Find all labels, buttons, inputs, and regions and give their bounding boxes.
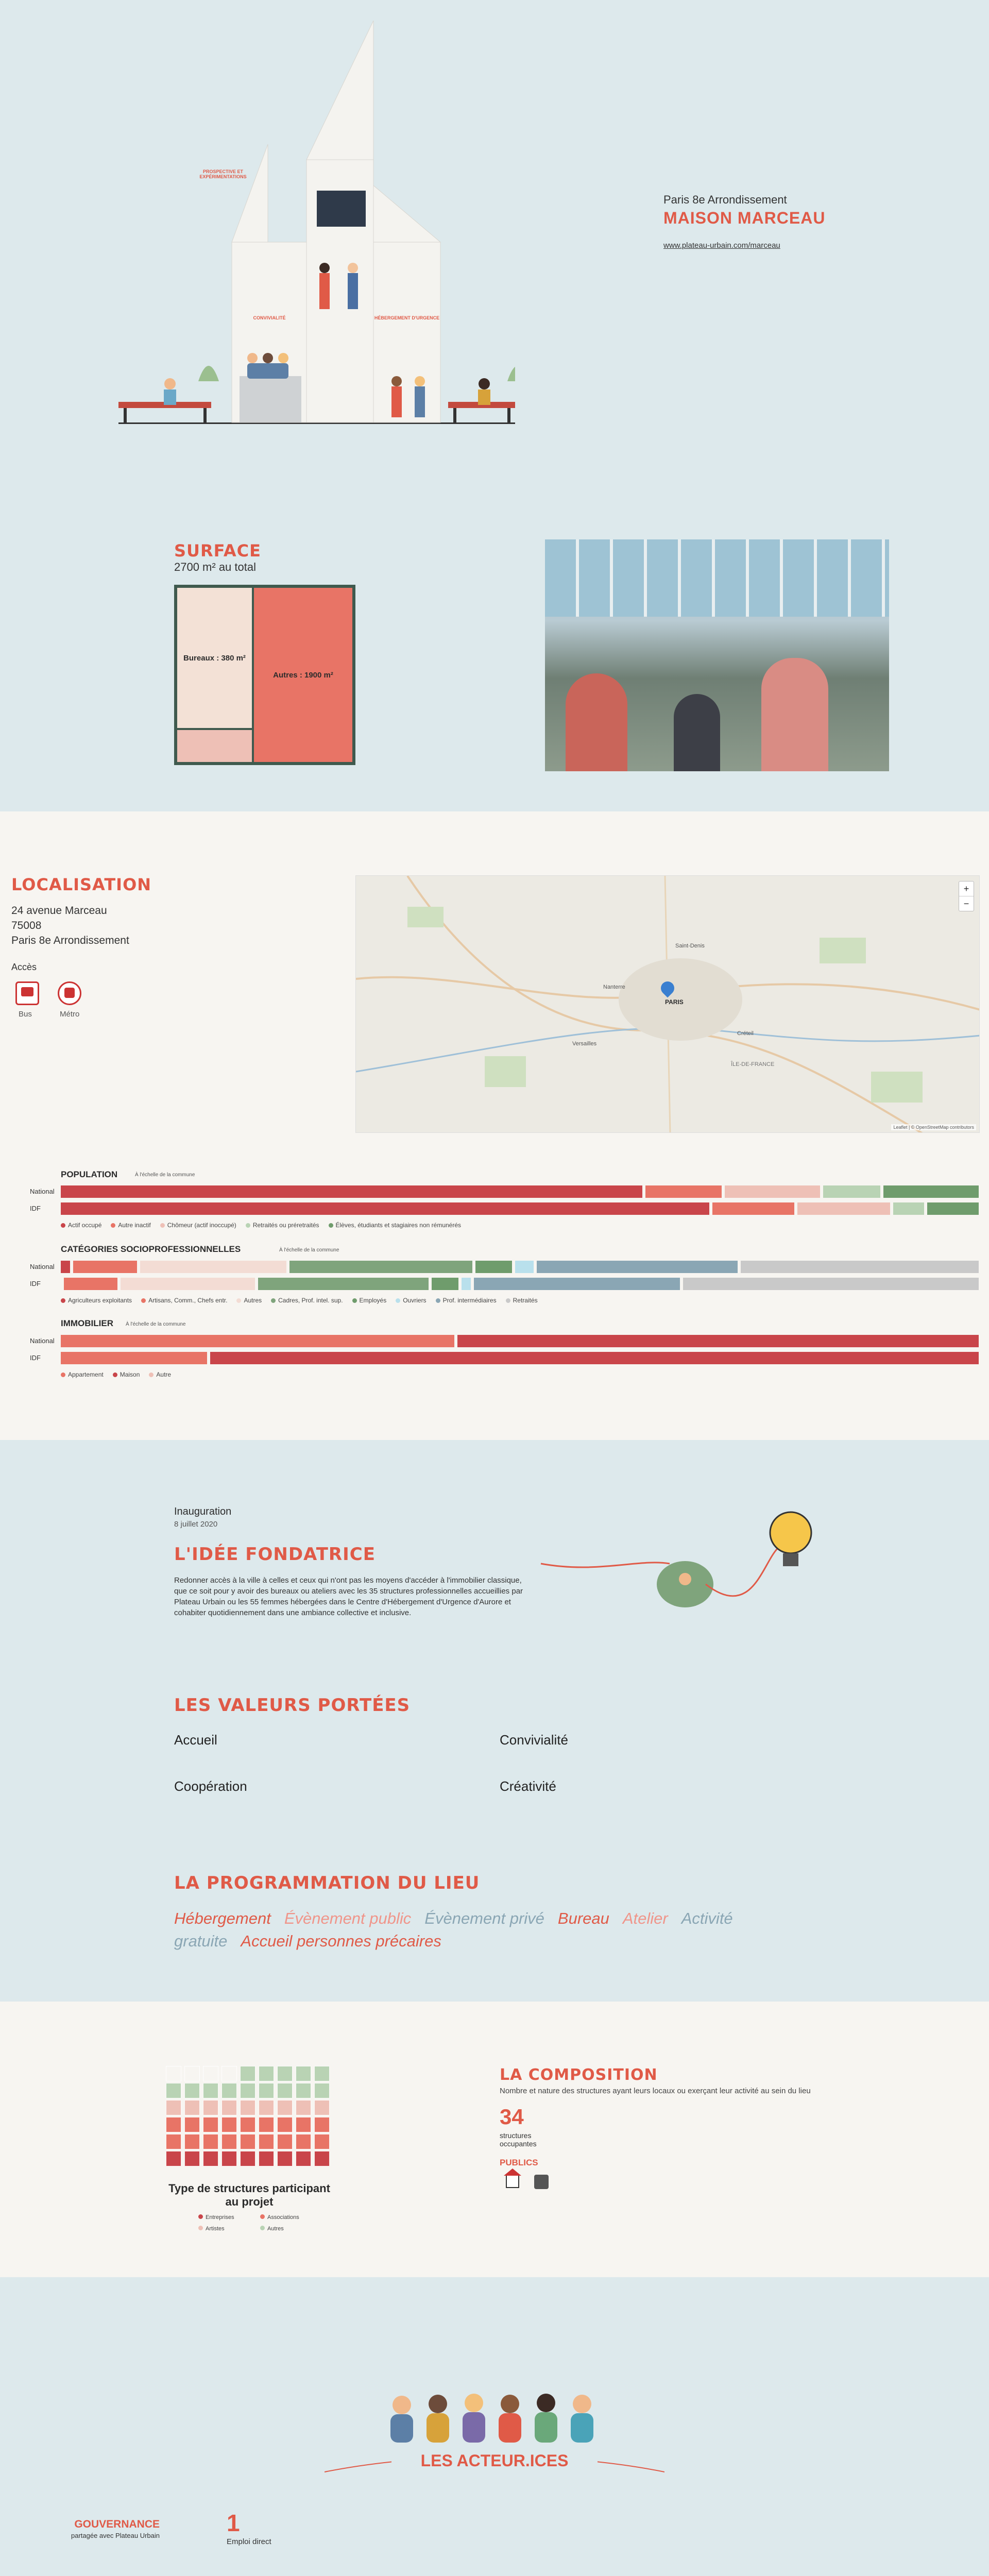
waffle-cell xyxy=(166,2134,181,2149)
immobilier-row-label-2: IDF xyxy=(30,1354,41,1362)
waffle-cell xyxy=(166,2151,181,2166)
csp-segment xyxy=(121,1278,255,1290)
waffle-cell xyxy=(259,2117,274,2132)
emploi-label: Emploi direct xyxy=(227,2537,271,2546)
pop-segment xyxy=(893,1202,924,1215)
pop-legend-item: Élèves, étudiants et stagiaires non rémunérés xyxy=(329,1222,461,1229)
csp-segment xyxy=(64,1278,117,1290)
sign-convivialite: CONVIVIALITÉ xyxy=(253,315,286,320)
imm-legend-item: Appartement xyxy=(61,1371,104,1378)
imm-segment xyxy=(457,1335,979,1347)
metro-label: Métro xyxy=(60,1010,80,1019)
programmation-item: Évènement privé xyxy=(424,1909,544,1927)
waffle-cell xyxy=(240,2100,255,2115)
surface-section xyxy=(0,459,989,811)
population-row-label-1: National xyxy=(30,1188,55,1195)
pop-segment xyxy=(712,1202,795,1215)
csp-legend-item: Autres xyxy=(236,1297,262,1304)
csp-sub: À l'échelle de la commune xyxy=(279,1247,339,1253)
waffle-cell xyxy=(240,2066,255,2081)
csp-segment xyxy=(462,1278,470,1290)
waffle-cell xyxy=(221,2151,237,2166)
valeurs-title: LES VALEURS PORTÉES xyxy=(174,1695,411,1716)
programmation-item: Évènement public xyxy=(284,1909,412,1927)
population-legend xyxy=(61,1222,461,1229)
map-label-saint-denis: Saint-Denis xyxy=(675,943,705,949)
waffle-cell xyxy=(277,2117,293,2132)
pop-segment xyxy=(927,1202,979,1215)
idee-title: L'IDÉE FONDATRICE xyxy=(174,1544,376,1565)
waffle-cell xyxy=(314,2066,330,2081)
population-row-label-2: IDF xyxy=(30,1205,41,1212)
waffle-cell xyxy=(259,2066,274,2081)
csp-segment xyxy=(515,1261,534,1273)
building-illustration xyxy=(118,21,515,433)
district-label: Paris 8e Arrondissement xyxy=(663,193,787,206)
waffle-cell xyxy=(221,2066,237,2081)
composition-waffle xyxy=(166,2066,332,2169)
waffle-cell xyxy=(259,2083,274,2098)
waffle-cell xyxy=(240,2151,255,2166)
immobilier-title: IMMOBILIER xyxy=(61,1318,113,1328)
house-icon xyxy=(506,2176,519,2188)
inauguration-date: 8 juillet 2020 xyxy=(174,1520,218,1529)
csp-segment xyxy=(475,1261,512,1273)
csp-legend-item: Retraités xyxy=(506,1297,538,1304)
surface-autres: Autres : 1900 m² xyxy=(254,588,352,762)
waffle-cell xyxy=(240,2117,255,2132)
surface-bureaux: Bureaux : 380 m² xyxy=(177,588,252,728)
programmation-item: Activité gratuite xyxy=(174,1909,733,1950)
waffle-cell xyxy=(203,2083,218,2098)
waffle-cell xyxy=(277,2100,293,2115)
csp-segment xyxy=(140,1261,286,1273)
surface-plan xyxy=(174,585,355,765)
pop-segment xyxy=(61,1185,642,1198)
pop-legend-item: Retraités ou préretraités xyxy=(246,1222,319,1229)
waffle-cell xyxy=(296,2100,311,2115)
page-title: MAISON MARCEAU xyxy=(663,209,826,227)
waffle-cell xyxy=(277,2083,293,2098)
address-line-1: 24 avenue Marceau xyxy=(11,905,107,917)
localisation-section xyxy=(0,811,989,1440)
waffle-cell xyxy=(314,2151,330,2166)
waffle-cell xyxy=(221,2083,237,2098)
legend-artistes: Artistes xyxy=(198,2226,260,2232)
map-label-versailles: Versailles xyxy=(572,1041,597,1047)
localisation-title: LOCALISATION xyxy=(11,875,152,894)
waffle-cell xyxy=(240,2134,255,2149)
imm-legend-item: Maison xyxy=(113,1371,140,1378)
waffle-cell xyxy=(277,2151,293,2166)
csp-title: CATÉGORIES SOCIOPROFESSIONNELLES xyxy=(61,1244,241,1254)
programmation-item: Accueil personnes précaires xyxy=(241,1932,441,1950)
waffle-cell xyxy=(277,2134,293,2149)
programmation-item: Hébergement xyxy=(174,1909,271,1927)
csp-segment xyxy=(289,1261,472,1273)
waffle-cell xyxy=(203,2134,218,2149)
waffle-cell xyxy=(203,2151,218,2166)
pop-segment xyxy=(725,1185,820,1198)
csp-segment xyxy=(432,1278,458,1290)
acces-label: Accès xyxy=(11,962,37,972)
csp-row-label-2: IDF xyxy=(30,1280,41,1287)
legend-autres: Autres xyxy=(260,2226,322,2232)
composition-section xyxy=(0,2002,989,2277)
surface-other-block xyxy=(177,730,252,762)
surface-title: SURFACE xyxy=(174,541,261,561)
csp-segment xyxy=(741,1261,979,1273)
map-attribution[interactable]: Leaflet | © OpenStreetMap contributors xyxy=(891,1124,976,1130)
valeur-cooperation: Coopération xyxy=(174,1778,247,1794)
map[interactable] xyxy=(355,875,980,1133)
waffle-cell xyxy=(166,2066,181,2081)
structures-count-label: structures occupantes xyxy=(500,2131,537,2148)
programmation-list xyxy=(174,1907,751,1953)
pop-legend-item: Chômeur (actif inoccupé) xyxy=(160,1222,236,1229)
pop-segment xyxy=(645,1185,722,1198)
immobilier-legend xyxy=(61,1371,171,1378)
waffle-cell xyxy=(203,2066,218,2081)
sign-hebergement: HÉBERGEMENT D'URGENCE xyxy=(374,315,440,320)
bus-icon xyxy=(15,981,39,1005)
waffle-cell xyxy=(203,2100,218,2115)
surface-total: 2700 m² au total xyxy=(174,561,256,573)
building-icon xyxy=(534,2175,549,2189)
waffle-cell xyxy=(277,2066,293,2081)
imm-segment xyxy=(61,1335,454,1347)
idee-text: Redonner accès à la ville à celles et ceux qui n'ont pas les moyens d'accéder à l'immobilier classique, que ce soit pour y avoir des bureaux ou ateliers avec les 35 structures professionnelles accueillies par Plateau Urbain ou les 55 femmes hébergées dans le Centre d'Hébergement d'Urgence d'Aurore et cohabiter quotidiennement dans une ambiance collective et inclusive. xyxy=(174,1576,523,1617)
csp-segment xyxy=(683,1278,979,1290)
programmation-item: Atelier xyxy=(622,1909,668,1927)
zoom-in-button[interactable]: + xyxy=(963,884,969,894)
site-photo xyxy=(545,539,889,771)
population-bar-national xyxy=(61,1185,979,1198)
programmation-title: LA PROGRAMMATION DU LIEU xyxy=(174,1873,480,1893)
csp-legend-item: Ouvriers xyxy=(396,1297,426,1304)
waffle-cell xyxy=(296,2066,311,2081)
imm-segment xyxy=(61,1352,207,1364)
csp-legend xyxy=(61,1297,538,1304)
acteurs-title: LES ACTEUR.ICES xyxy=(391,2451,598,2470)
waffle-cell xyxy=(296,2117,311,2132)
csp-legend-item: Agriculteurs exploitants xyxy=(61,1297,132,1304)
csp-bar-national xyxy=(61,1261,979,1273)
waffle-cell xyxy=(166,2117,181,2132)
waffle-cell xyxy=(184,2117,200,2132)
hero-section xyxy=(0,0,989,459)
waffle-cell xyxy=(166,2083,181,2098)
valeur-accueil: Accueil xyxy=(174,1732,217,1748)
pop-segment xyxy=(797,1202,890,1215)
waffle-cell xyxy=(184,2066,200,2081)
publics-label: PUBLICS xyxy=(500,2158,538,2167)
population-title: POPULATION xyxy=(61,1170,118,1179)
composition-desc: Nombre et nature des structures ayant leurs locaux ou exerçant leur activité au sein du lieu xyxy=(500,2087,811,2095)
zoom-out-button[interactable]: − xyxy=(959,896,974,911)
waffle-cell xyxy=(296,2134,311,2149)
bus-label: Bus xyxy=(19,1010,32,1019)
map-zoom-control xyxy=(959,881,974,911)
waffle-cell xyxy=(259,2151,274,2166)
map-label-creteil: Créteil xyxy=(737,1030,754,1037)
csp-bar-idf xyxy=(61,1278,979,1290)
gouvernance-label: GOUVERNANCE xyxy=(74,2518,160,2530)
programmation-item: Bureau xyxy=(557,1909,609,1927)
immobilier-sub: À l'échelle de la commune xyxy=(126,1321,186,1327)
population-bar-idf xyxy=(61,1202,979,1215)
csp-legend-item: Cadres, Prof. intel. sup. xyxy=(271,1297,343,1304)
waffle-cell xyxy=(314,2100,330,2115)
website-link[interactable]: www.plateau-urbain.com/marceau xyxy=(663,241,780,250)
waffle-cell xyxy=(184,2151,200,2166)
metro-icon xyxy=(58,981,81,1005)
waffle-cell xyxy=(240,2083,255,2098)
pop-segment xyxy=(883,1185,979,1198)
csp-segment xyxy=(73,1261,137,1273)
waffle-cell xyxy=(203,2117,218,2132)
composition-chart-title: Type de structures participant au projet xyxy=(168,2182,330,2208)
legend-associations: Associations xyxy=(260,2214,322,2221)
address xyxy=(11,903,129,948)
waffle-cell xyxy=(259,2100,274,2115)
waffle-cell xyxy=(221,2134,237,2149)
csp-segment xyxy=(258,1278,429,1290)
immobilier-bar-idf xyxy=(61,1352,979,1364)
waffle-cell xyxy=(184,2134,200,2149)
address-line-3: Paris 8e Arrondissement xyxy=(11,935,129,946)
composition-legend xyxy=(198,2214,322,2232)
csp-segment xyxy=(474,1278,680,1290)
valeur-creativite: Créativité xyxy=(500,1778,556,1794)
immobilier-bar-national xyxy=(61,1335,979,1347)
map-label-nanterre: Nanterre xyxy=(603,984,625,990)
pop-segment xyxy=(823,1185,880,1198)
imm-segment xyxy=(210,1352,979,1364)
csp-row-label-1: National xyxy=(30,1263,55,1270)
structures-count: 34 xyxy=(500,2105,524,2129)
waffle-cell xyxy=(314,2083,330,2098)
inauguration-label: Inauguration xyxy=(174,1506,232,1517)
acteurs-section xyxy=(0,2277,989,2576)
map-label-paris: PARIS xyxy=(665,998,684,1006)
csp-legend-item: Employés xyxy=(352,1297,387,1304)
emploi-count: 1 xyxy=(227,2510,240,2536)
waffle-cell xyxy=(314,2134,330,2149)
waffle-cell xyxy=(221,2117,237,2132)
waffle-cell xyxy=(184,2100,200,2115)
pop-legend-item: Autre inactif xyxy=(111,1222,150,1229)
pop-segment xyxy=(61,1202,709,1215)
idee-section xyxy=(0,1440,989,2002)
pop-legend-item: Actif occupé xyxy=(61,1222,101,1229)
csp-segment xyxy=(61,1261,70,1273)
waffle-cell xyxy=(296,2083,311,2098)
idea-illustration xyxy=(536,1507,824,1631)
gouvernance-sub: partagée avec Plateau Urbain xyxy=(71,2532,160,2539)
composition-title: LA COMPOSITION xyxy=(500,2066,658,2084)
csp-segment xyxy=(537,1261,738,1273)
legend-entreprises: Entreprises xyxy=(198,2214,260,2221)
waffle-cell xyxy=(184,2083,200,2098)
population-sub: À l'échelle de la commune xyxy=(135,1172,195,1178)
waffle-cell xyxy=(314,2117,330,2132)
csp-legend-item: Prof. intermédiaires xyxy=(436,1297,497,1304)
waffle-cell xyxy=(166,2100,181,2115)
map-label-idf: ÎLE-DE-FRANCE xyxy=(731,1061,775,1067)
sign-prospective: PROSPECTIVE ET EXPÉRIMENTATIONS xyxy=(199,169,247,179)
immobilier-row-label-1: National xyxy=(30,1337,55,1345)
waffle-cell xyxy=(259,2134,274,2149)
waffle-cell xyxy=(296,2151,311,2166)
csp-legend-item: Artisans, Comm., Chefs entr. xyxy=(141,1297,227,1304)
waffle-cell xyxy=(221,2100,237,2115)
address-line-2: 75008 xyxy=(11,920,42,931)
valeur-convivialite: Convivialité xyxy=(500,1732,568,1748)
imm-legend-item: Autre xyxy=(149,1371,171,1378)
